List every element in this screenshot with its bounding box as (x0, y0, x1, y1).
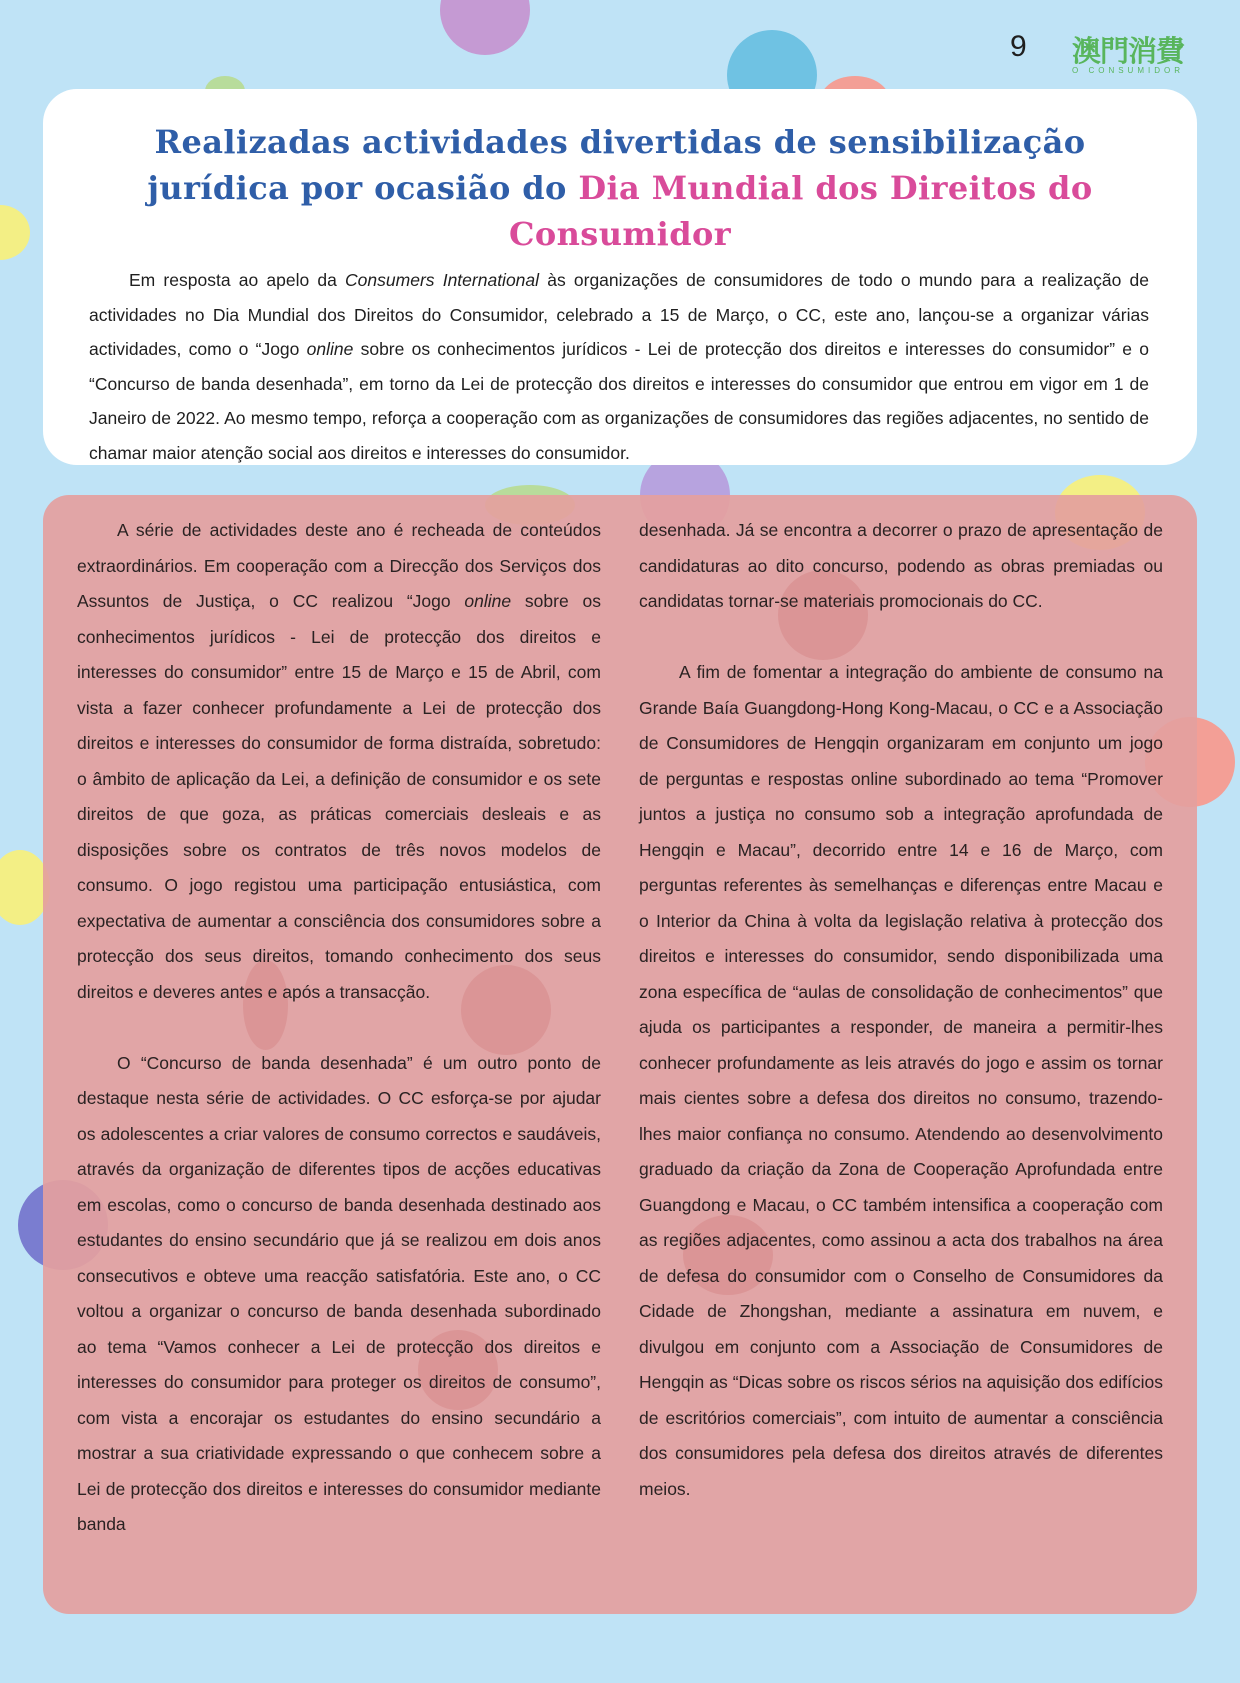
article-paragraph: A fim de fomentar a integração do ambiente de consumo na Grande Baía Guangdong-Hong Kong-Macau, o CC e a Associação de Consumidores de Hengqin organizaram em conjunto um jogo de perguntas e respostas online subordinado ao tema “Promover juntos a justiça no consumo sob a integração aprofundada de Hengqin e Macau”, decorrido entre 14 e 16 de Março, com perguntas referentes às semelhanças e diferenças entre Macau e o Interior da China à volta da legislação relativa à protecção dos direitos e interesses do consumidor, sendo disponibilizada uma zona específica de “aulas de consolidação de conhecimentos” que ajuda os participantes a responder, de maneira a permitir-lhes conhecer profundamente as leis através do jogo e assim os tornar mais cientes sobre a defesa dos direitos no consumo, trazendo-lhes maior confiança no consumo. Atendendo ao desenvolvimento graduado da criação da Zona de Cooperação Aprofundada entre Guangdong e Macau, o CC também intensifica a cooperação com as regiões adjacentes, como assinou a acta dos trabalhos na área de defesa do consumidor com o Conselho de Consumidores da Cidade de Zhongshan, mediante a assinatura em nuvem, e divulgou em conjunto com a Associação de Consumidores de Hengqin as “Dicas sobre os riscos sérios na aquisição dos edifícios de escritórios comerciais”, com intuito de aumentar a consciência dos consumidores pela defesa dos direitos através de diferentes meios. (639, 662, 1163, 1499)
article-header-card (43, 89, 1197, 465)
article-title (103, 119, 1137, 257)
article-paragraph (77, 513, 601, 1010)
title-highlight-text: Dia Mundial dos Direitos do Consumidor (509, 169, 1093, 253)
title-main-text: Realizadas actividades divertidas de sensibilização jurídica por ocasião do (147, 123, 1086, 207)
decor-dot-purple (440, 0, 530, 55)
logo-latin-text: O CONSUMIDOR (1072, 66, 1184, 75)
article-paragraph: O “Concurso de banda desenhada” é um outro ponto de destaque nesta série de actividades. O CC esforça-se por ajudar os adolescentes a criar valores de consumo correctos e saudáveis, através da organização de diferentes tipos de acções educativas em escolas, como o concurso de banda desenhada destinado aos estudantes do ensino secundário que já se realizou em dois anos consecutivos e obteve uma reacção satisfatória. Este ano, o CC voltou a organizar o concurso de banda desenhada subordinado ao tema “Vamos conhecer a Lei de protecção dos direitos e interesses do consumidor para proteger os direitos de consumo”, com vista a encorajar os estudantes do ensino secundário a mostrar a sua criatividade expressando o que conhecem sobre a Lei de protecção dos direitos e interesses do consumidor mediante banda (77, 1052, 601, 1534)
intro-paragraph (89, 263, 1149, 470)
intro-emphasis: online (306, 339, 354, 359)
decor-dot-yellow-left (0, 205, 30, 260)
article-body-panel (43, 495, 1197, 1614)
paragraph-text: A série de actividades deste ano é recheada de conteúdos extraordinários. Em cooperação com a Direcção dos Serviços dos Assuntos de Justiça, o CC realizou “Jogo (77, 520, 601, 611)
page-number: 9 (1010, 30, 1027, 63)
intro-text: sobre os conhecimentos jurídicos - Lei de protecção dos direitos e interesses do consumidor” e o “Concurso de banda desenhada”, em torno da Lei de protecção dos direitos e interesses do consumidor que entrou em vigor em 1 de Janeiro de 2022. Ao mesmo tempo, reforça a cooperação com as organizações de consumidores das regiões adjacentes, no sentido de chamar maior atenção social aos direitos e interesses do consumidor. (89, 339, 1149, 463)
paragraph-emphasis: online (464, 591, 512, 611)
article-column-right (639, 513, 1163, 1543)
intro-text: às organizações de consumidores de todo o mundo para a realização de actividades no Dia Mundial dos Direitos do Consumidor, celebrado a 15 de Março, o CC, este ano, lançou-se a organizar várias actividades, como o “Jogo (89, 270, 1149, 359)
paragraph-text: sobre os conhecimentos jurídicos - Lei de protecção dos direitos e interesses do consumidor” entre 15 de Março e 15 de Abril, com vista a fazer conhecer profundamente a Lei de protecção dos direitos e interesses do consumidor de forma distraída, sobretudo: o âmbito de aplicação da Lei, a definição de consumidor e os sete direitos de que goza, as práticas comerciais desleais e as disposições sobre os contratos de três novos modelos de consumo. O jogo registou uma participação entusiástica, com expectativa de aumentar a consciência dos consumidores sobre a protecção dos seus direitos, tomando conhecimento dos seus direitos e deveres antes e após a transacção. (77, 591, 601, 1002)
consumer-logo (1068, 34, 1188, 75)
article-paragraph-continued: desenhada. Já se encontra a decorrer o prazo de apresentação de candidaturas ao dito concurso, podendo as obras premiadas ou candidatas tornar-se materiais promocionais do CC. (639, 520, 1163, 611)
logo-chinese-text: 澳門消費 (1071, 34, 1184, 68)
intro-text: Em resposta ao apelo da (129, 270, 346, 290)
article-column-left (77, 513, 601, 1578)
intro-emphasis: Consumers International (345, 270, 540, 290)
